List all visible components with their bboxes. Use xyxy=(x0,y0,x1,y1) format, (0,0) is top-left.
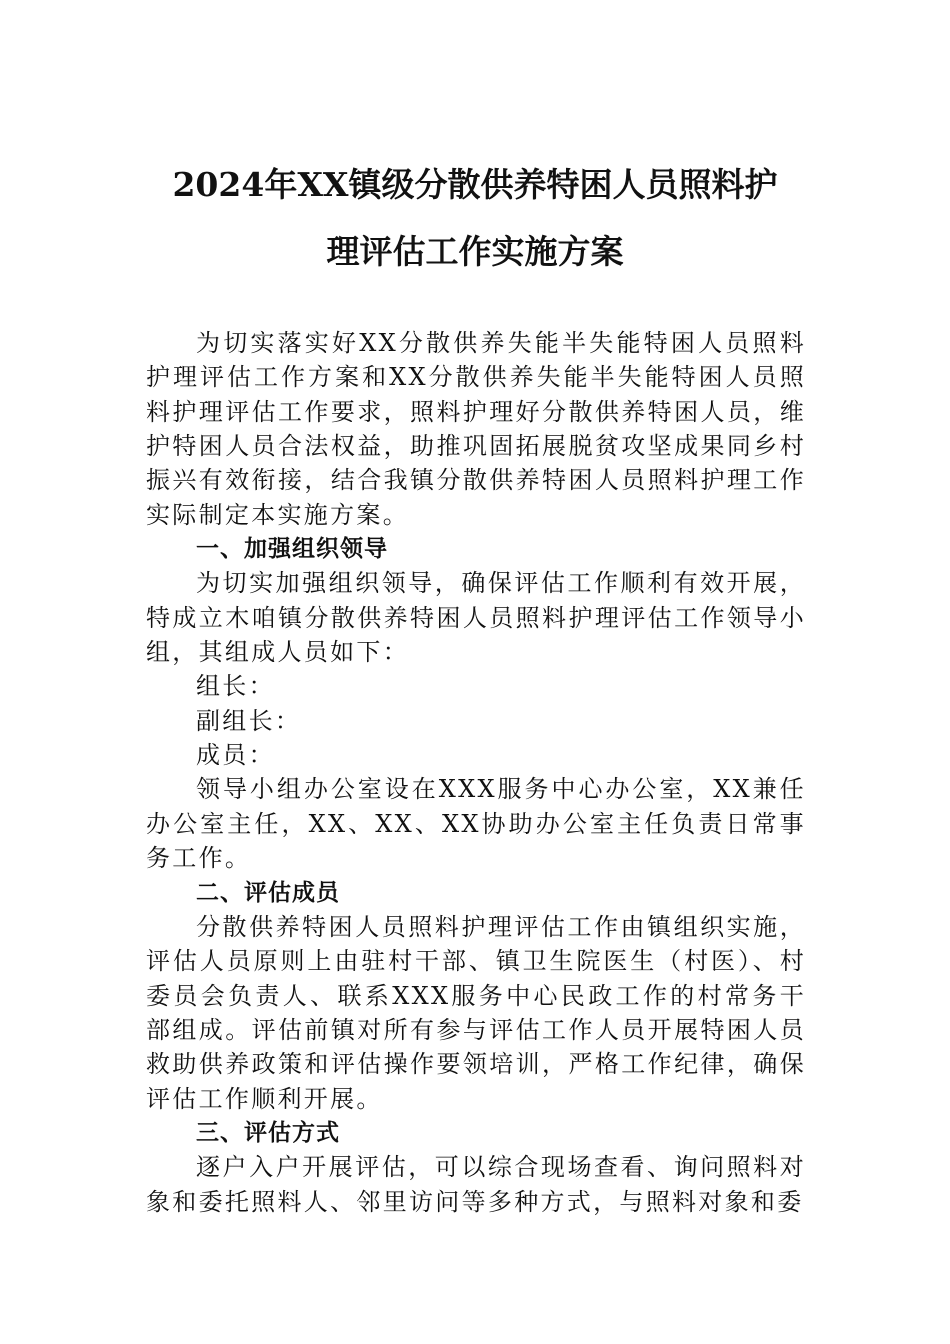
document-body xyxy=(146,326,806,1219)
section-3-paragraph: 逐户入户开展评估，可以综合现场查看、询问照料对象和委托照料人、邻里访问等多种方式，与照料对象和委 xyxy=(146,1153,806,1216)
intro-paragraph: 为切实落实好XX分散供养失能半失能特困人员照料护理评估工作方案和XX分散供养失能半失能特困人员照料护理评估工作要求，照料护理好分散供养特困人员，维护特困人员合法权益，助推巩固拓展脱贫攻坚成果同乡村振兴有效衔接，结合我镇分散供养特困人员照料护理工作实际制定本实施方案。 xyxy=(146,329,806,529)
document-title-line-2: 理评估工作实施方案 xyxy=(326,232,624,271)
section-3-heading: 三、评估方式 xyxy=(196,1119,340,1146)
section-2-paragraph: 分散供养特困人员照料护理评估工作由镇组织实施，评估人员原则上由驻村干部、镇卫生院医生（村医）、村委员会负责人、联系XXX服务中心民政工作的村常务干部组成。评估前镇对所有参与评估工作人员开展特困人员救助供养政策和评估操作要领培训，严格工作纪律，确保评估工作顺利开展。 xyxy=(146,912,806,1113)
section-1-paragraph: 为切实加强组织领导，确保评估工作顺利有效开展，特成立木咱镇分散供养特困人员照料护理评估工作领导小组，其组成人员如下： xyxy=(146,569,806,667)
office-paragraph: 领导小组办公室设在XXX服务中心办公室，XX兼任办公室主任，XX、XX、XX协助办公室主任负责日常事务工作。 xyxy=(146,775,806,873)
deputy-leader-line: 副组长： xyxy=(196,706,302,735)
members-line: 成员： xyxy=(196,741,275,770)
section-1-heading: 一、加强组织领导 xyxy=(196,536,388,563)
document-title-line-1: 2024年XX镇级分散供养特困人员照料护 xyxy=(172,165,778,204)
section-2-heading: 二、评估成员 xyxy=(196,879,340,906)
group-leader-line: 组长： xyxy=(196,672,275,701)
